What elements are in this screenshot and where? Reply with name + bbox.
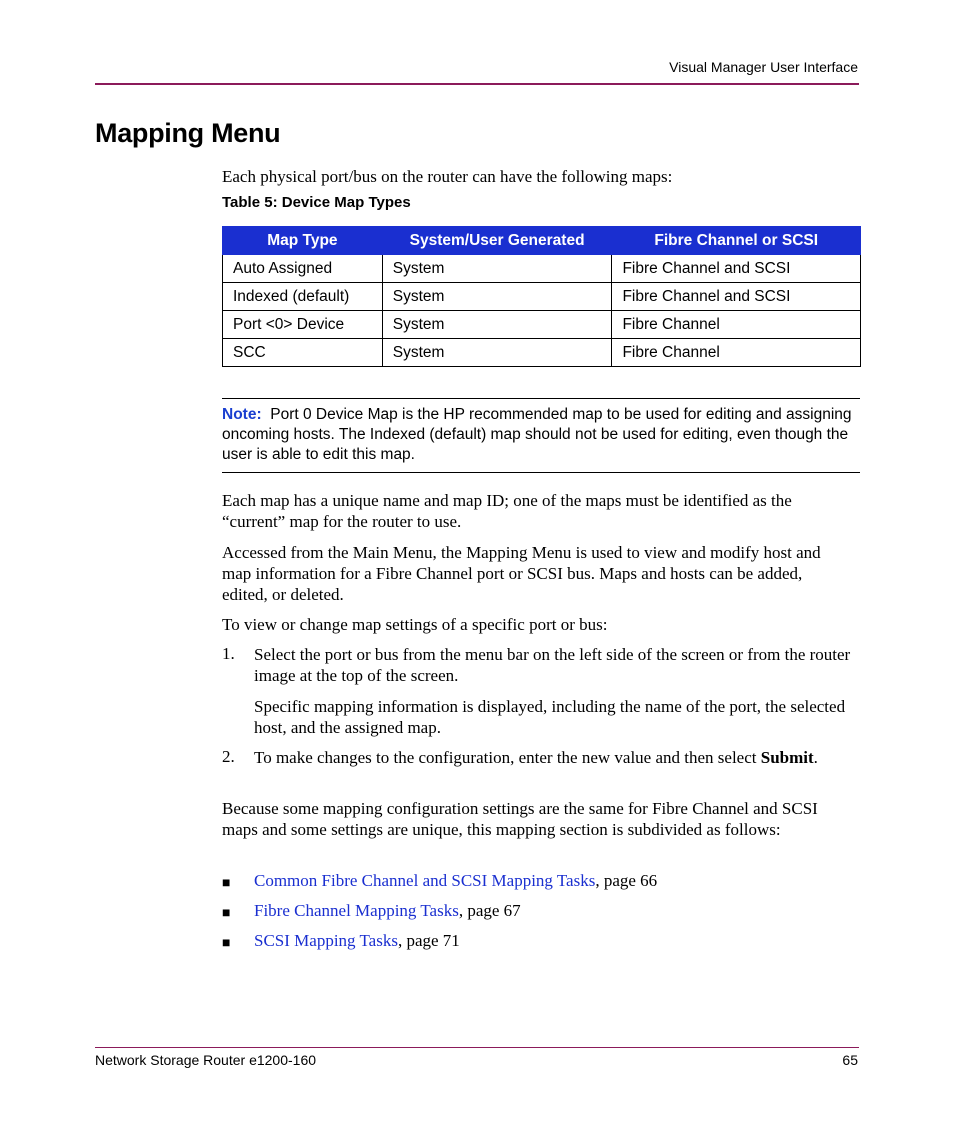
footer-doc-title: Network Storage Router e1200-160 <box>95 1052 317 1068</box>
page-number: 65 <box>842 1052 858 1068</box>
table-cell: SCC <box>223 339 383 367</box>
bullet-icon: ■ <box>222 874 231 890</box>
page-reference: , page 67 <box>458 901 521 920</box>
running-header: Visual Manager User Interface <box>669 59 858 75</box>
body-paragraph: To view or change map settings of a specific port or bus: <box>222 615 608 634</box>
note-label: Note: <box>222 406 262 423</box>
page-reference: , page 66 <box>595 871 658 890</box>
body-paragraph: Because some mapping configuration settings are the same for Fibre Channel and SCSI maps and some settings are unique, this mapping section is subdivided as follows: <box>222 799 818 839</box>
table-caption: Table 5: Device Map Types <box>222 194 411 211</box>
table-cell: System <box>382 283 612 311</box>
intro-paragraph: Each physical port/bus on the router can have the following maps: <box>222 167 673 186</box>
page-reference: , page 71 <box>397 931 460 950</box>
table-header-row <box>223 227 861 255</box>
note-text: Port 0 Device Map is the HP recommended map to be used for editing and assigning oncoming hosts. The Indexed (default) map should not be used for editing, even though the user is able to edit this map. <box>222 406 852 463</box>
bullet-icon: ■ <box>222 904 231 920</box>
table-cell: Port <0> Device <box>223 311 383 339</box>
note-bottom-rule <box>222 472 860 473</box>
list-item <box>254 930 864 951</box>
column-header: Map Type <box>223 227 383 255</box>
column-header: Fibre Channel or SCSI <box>612 227 861 255</box>
step-number: 1. <box>222 644 235 663</box>
table-cell: System <box>382 255 612 283</box>
step-text-end: . <box>813 748 818 767</box>
device-map-types-table <box>222 226 861 367</box>
note <box>222 405 862 465</box>
header-rule <box>95 83 859 85</box>
bullet-icon: ■ <box>222 934 231 950</box>
step-text-container <box>254 747 844 768</box>
link-fibre-channel-mapping-tasks[interactable]: Fibre Channel Mapping Tasks <box>254 901 459 920</box>
page-title: Mapping Menu <box>95 118 281 148</box>
table-row <box>223 311 861 339</box>
column-header: System/User Generated <box>382 227 612 255</box>
table-cell: Fibre Channel and SCSI <box>612 255 861 283</box>
table-cell: Fibre Channel <box>612 311 861 339</box>
table-cell: System <box>382 339 612 367</box>
step-subtext: Specific mapping information is displayed, including the name of the port, the selected host, and the assigned map. <box>254 697 846 737</box>
table-row <box>223 339 861 367</box>
body-paragraph: Accessed from the Main Menu, the Mapping Menu is used to view and modify host and map information for a Fibre Channel port or SCSI bus. Maps and hosts can be added, edited, or deleted. <box>222 543 821 604</box>
footer-rule <box>95 1047 859 1048</box>
link-common-mapping-tasks[interactable]: Common Fibre Channel and SCSI Mapping Tasks <box>254 871 596 890</box>
link-scsi-mapping-tasks[interactable]: SCSI Mapping Tasks <box>254 931 398 950</box>
table-cell: Fibre Channel and SCSI <box>612 283 861 311</box>
table-cell: System <box>382 311 612 339</box>
table-cell: Indexed (default) <box>223 283 383 311</box>
submit-term: Submit <box>760 748 814 767</box>
list-item <box>254 900 864 921</box>
body-paragraph: Each map has a unique name and map ID; one of the maps must be identified as the “current” map for the router to use. <box>222 491 792 531</box>
step-number: 2. <box>222 747 235 766</box>
table-cell: Fibre Channel <box>612 339 861 367</box>
step-text: Select the port or bus from the menu bar on the left side of the screen or from the router image at the top of the screen. <box>254 645 851 685</box>
table-row <box>223 283 861 311</box>
list-item <box>254 870 864 891</box>
note-top-rule <box>222 398 860 399</box>
table-cell: Auto Assigned <box>223 255 383 283</box>
table-row <box>223 255 861 283</box>
step-text: To make changes to the configuration, enter the new value and then select <box>254 748 757 767</box>
